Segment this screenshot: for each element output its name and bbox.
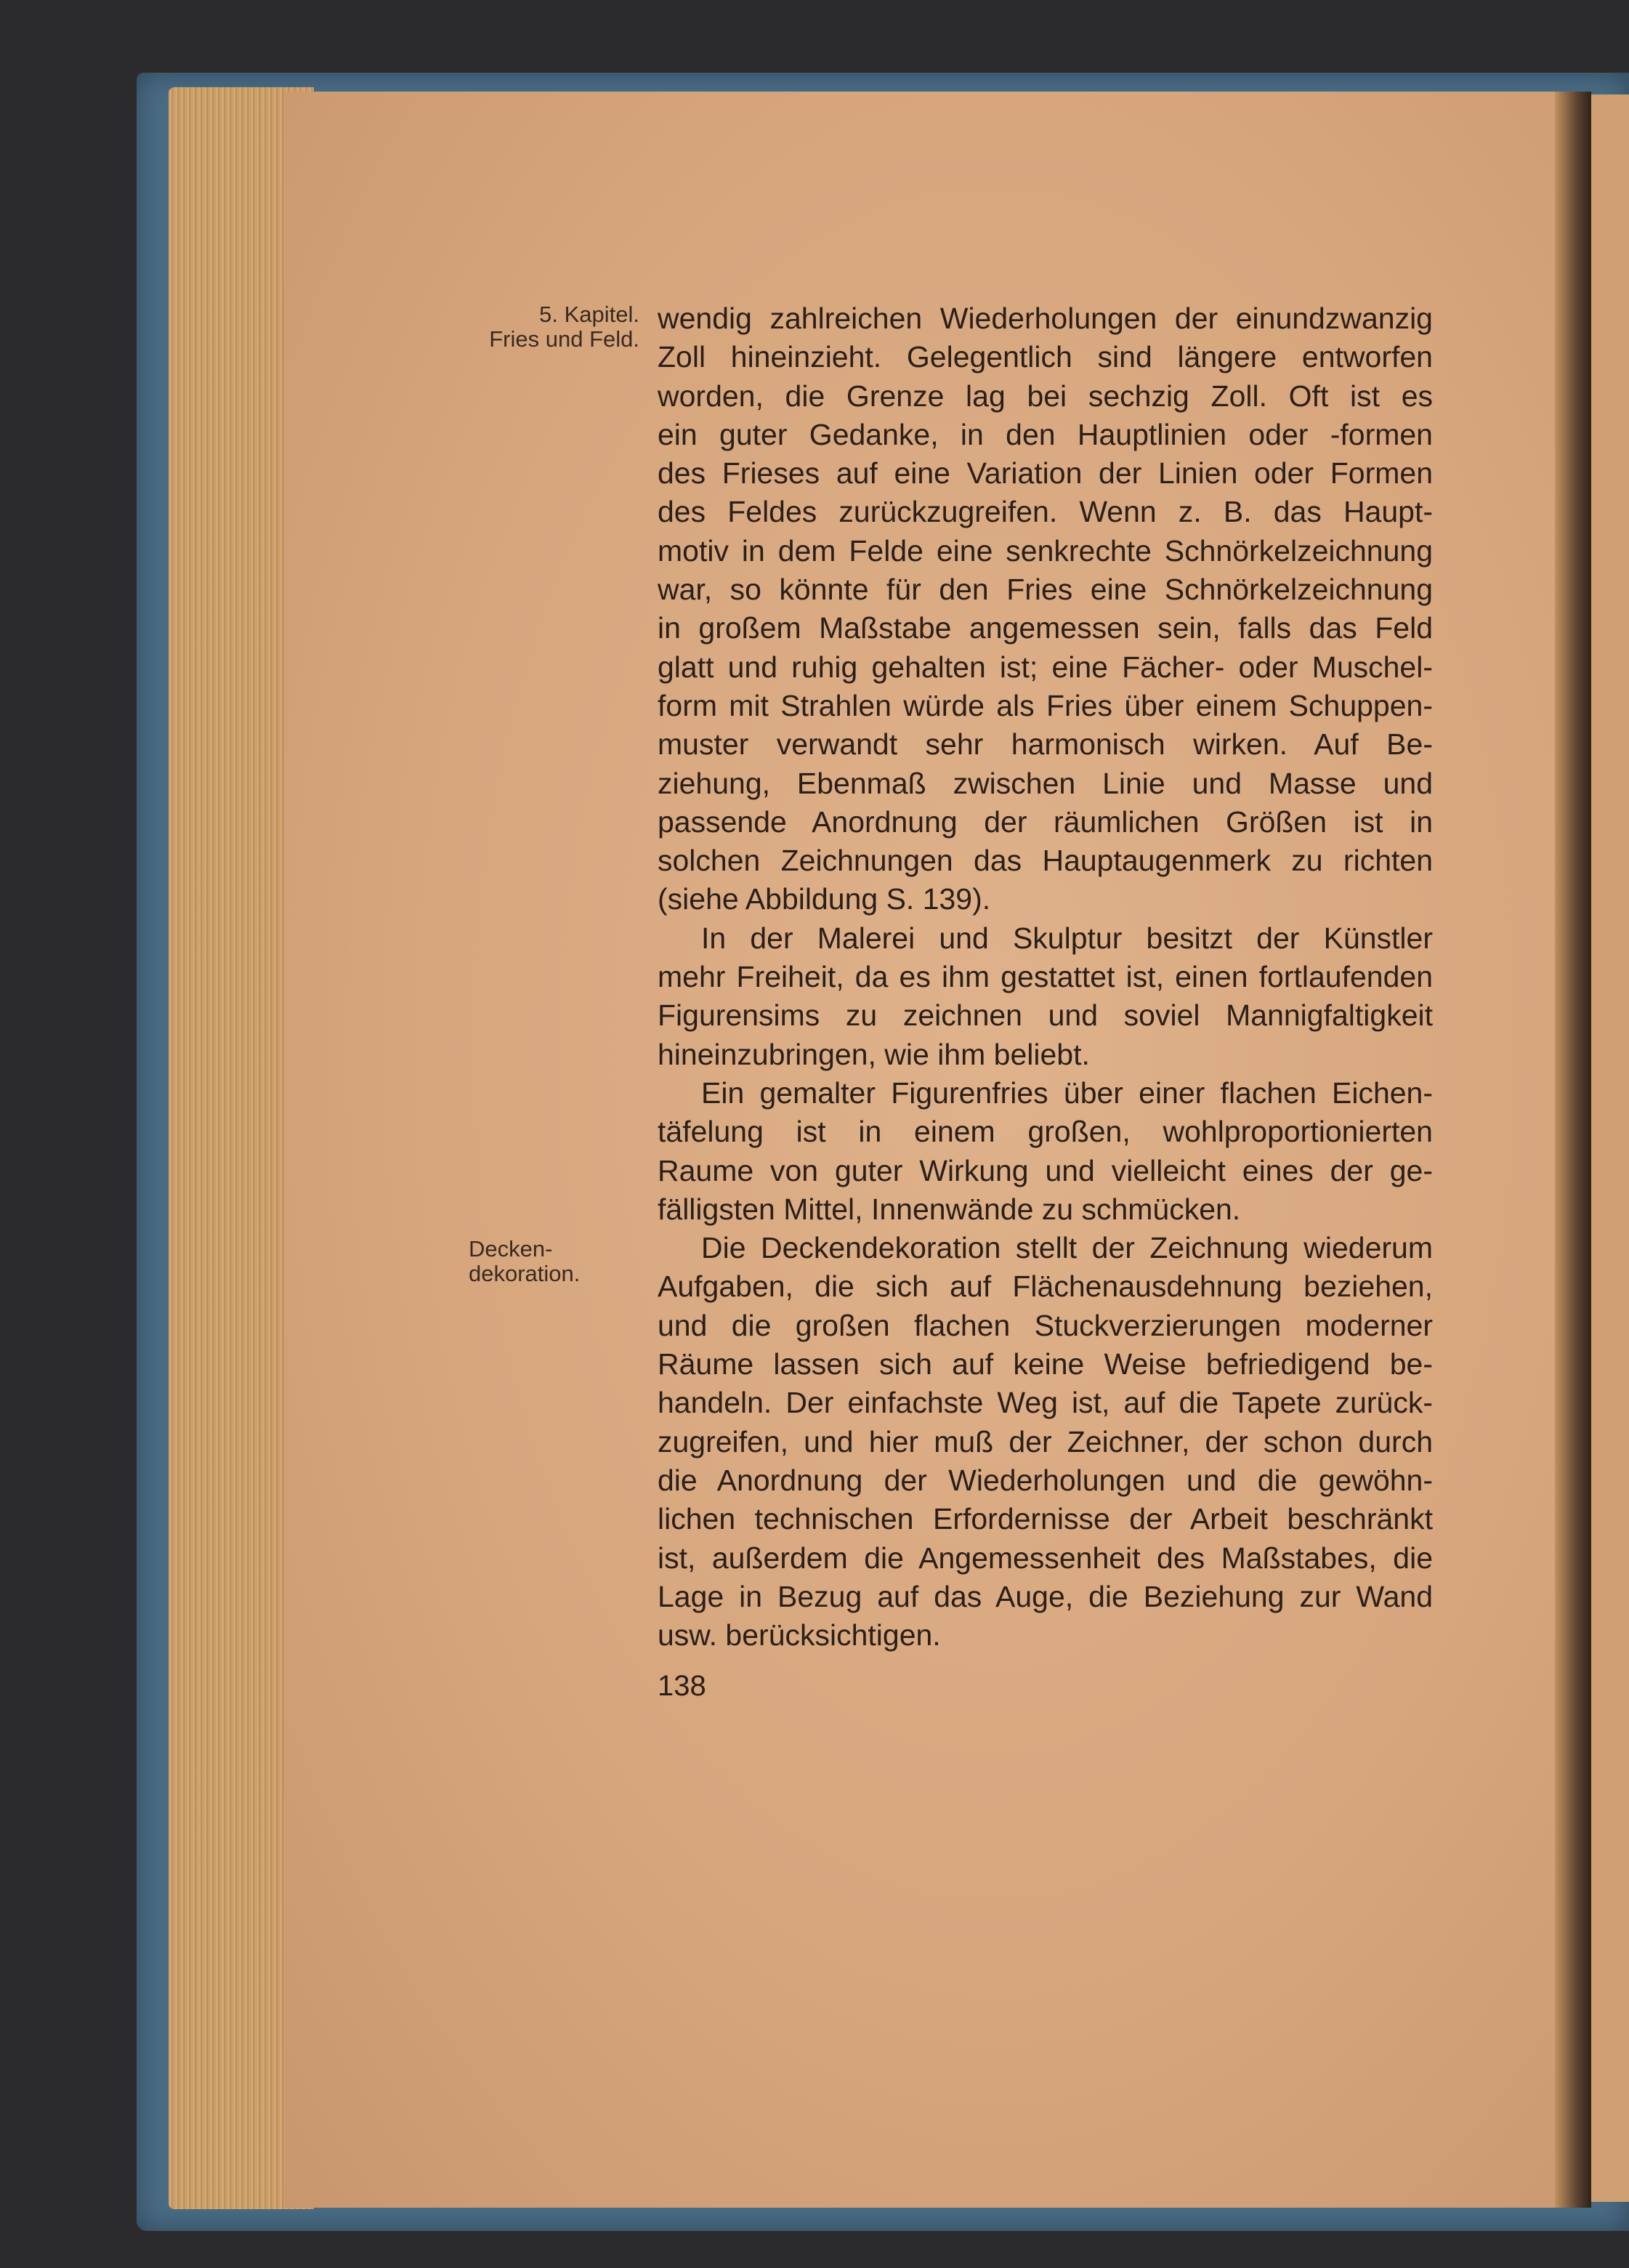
book-gutter: [1555, 92, 1591, 2208]
text-line: Figurensims zu zeichnen und soviel Mannigfaltigkeit: [658, 998, 1433, 1033]
text-line: in großem Maßstabe angemessen sein, falls das Feld: [658, 611, 1433, 645]
text-line: (siehe Abbildung S. 139).: [658, 882, 991, 916]
text-line: ziehung, Ebenmaß zwischen Linie und Masse und: [658, 766, 1433, 800]
text-line: wendig zahlreichen Wiederholungen der einundzwanzig: [658, 302, 1433, 335]
text-line: handeln. Der einfachste Weg ist, auf die Tapete zurück-: [658, 1386, 1433, 1420]
text-line: solchen Zeichnungen das Hauptaugenmerk zu richten: [658, 844, 1433, 878]
text-line: lichen technischen Erfordernisse der Arbeit beschränkt: [658, 1502, 1433, 1536]
text-line: und die großen flachen Stuckverzierungen moderner: [658, 1308, 1433, 1342]
text-line: des Feldes zurückzugreifen. Wenn z. B. das Haupt-: [658, 495, 1433, 529]
text-line: Lage in Bezug auf das Auge, die Beziehung zur Wand: [658, 1579, 1433, 1613]
text-line: In der Malerei und Skulptur besitzt der Künstler: [701, 921, 1433, 955]
margin-note-decken-line1: Decken-: [469, 1236, 553, 1262]
text-line: Raume von guter Wirkung und vielleicht eines der ge-: [658, 1153, 1433, 1187]
text-line: passende Anordnung der räumlichen Größen ist in: [658, 804, 1433, 839]
text-line: mehr Freiheit, da es ihm gestattet ist, einen fortlaufenden: [658, 960, 1433, 994]
text-line: Ein gemalter Figurenfries über einer flachen Eichen-: [701, 1076, 1433, 1110]
text-line: Räume lassen sich auf keine Weise befriedigend be-: [658, 1347, 1433, 1381]
text-line: glatt und ruhig gehalten ist; eine Fächer- oder Muschel-: [658, 650, 1433, 684]
text-line: Zoll hineinzieht. Gelegentlich sind längere entworfen: [658, 340, 1433, 374]
text-line: zugreifen, und hier muß der Zeichner, der schon durch: [658, 1424, 1433, 1458]
text-line: worden, die Grenze lag bei sechzig Zoll. Oft ist es: [658, 379, 1433, 413]
text-line: ist, außerdem die Angemessenheit des Maßstabes, die: [658, 1541, 1433, 1575]
text-line: hineinzubringen, wie ihm beliebt.: [658, 1037, 1090, 1071]
text-line: usw. berücksichtigen.: [658, 1618, 941, 1652]
text-line: Die Deckendekoration stellt der Zeichnung wiederum: [701, 1231, 1433, 1265]
text-line: des Frieses auf eine Variation der Linien oder Formen: [658, 456, 1433, 491]
text-line: war, so könnte für den Fries eine Schnörkelzeichnung: [658, 573, 1433, 607]
text-line: muster verwandt sehr harmonisch wirken. Auf Be-: [658, 727, 1433, 762]
margin-note-chapter-subject: Fries und Feld.: [489, 326, 639, 352]
margin-note-decken: [469, 1237, 580, 1286]
text-line: die Anordnung der Wiederholungen und die gewöhn-: [658, 1463, 1433, 1497]
text-line: motiv in dem Felde eine senkrechte Schnörkelzeichnung: [658, 533, 1433, 568]
body-text: [658, 299, 1433, 1655]
margin-note-chapter: [489, 302, 639, 352]
page-number: 138: [658, 1670, 706, 1702]
margin-note-chapter-number: 5. Kapitel.: [539, 302, 639, 327]
text-line: ein guter Gedanke, in den Hauptlinien oder -formen: [658, 417, 1433, 451]
text-line: form mit Strahlen würde als Fries über einem Schuppen-: [658, 688, 1433, 722]
text-line: Aufgaben, die sich auf Flächenausdehnung beziehen,: [658, 1270, 1433, 1304]
text-line: fälligsten Mittel, Innenwände zu schmücken.: [658, 1192, 1241, 1226]
facing-page-edge: [1591, 94, 1629, 2202]
margin-note-decken-line2: dekoration.: [469, 1261, 581, 1286]
text-line: täfelung ist in einem großen, wohlproportionierten: [658, 1115, 1433, 1149]
